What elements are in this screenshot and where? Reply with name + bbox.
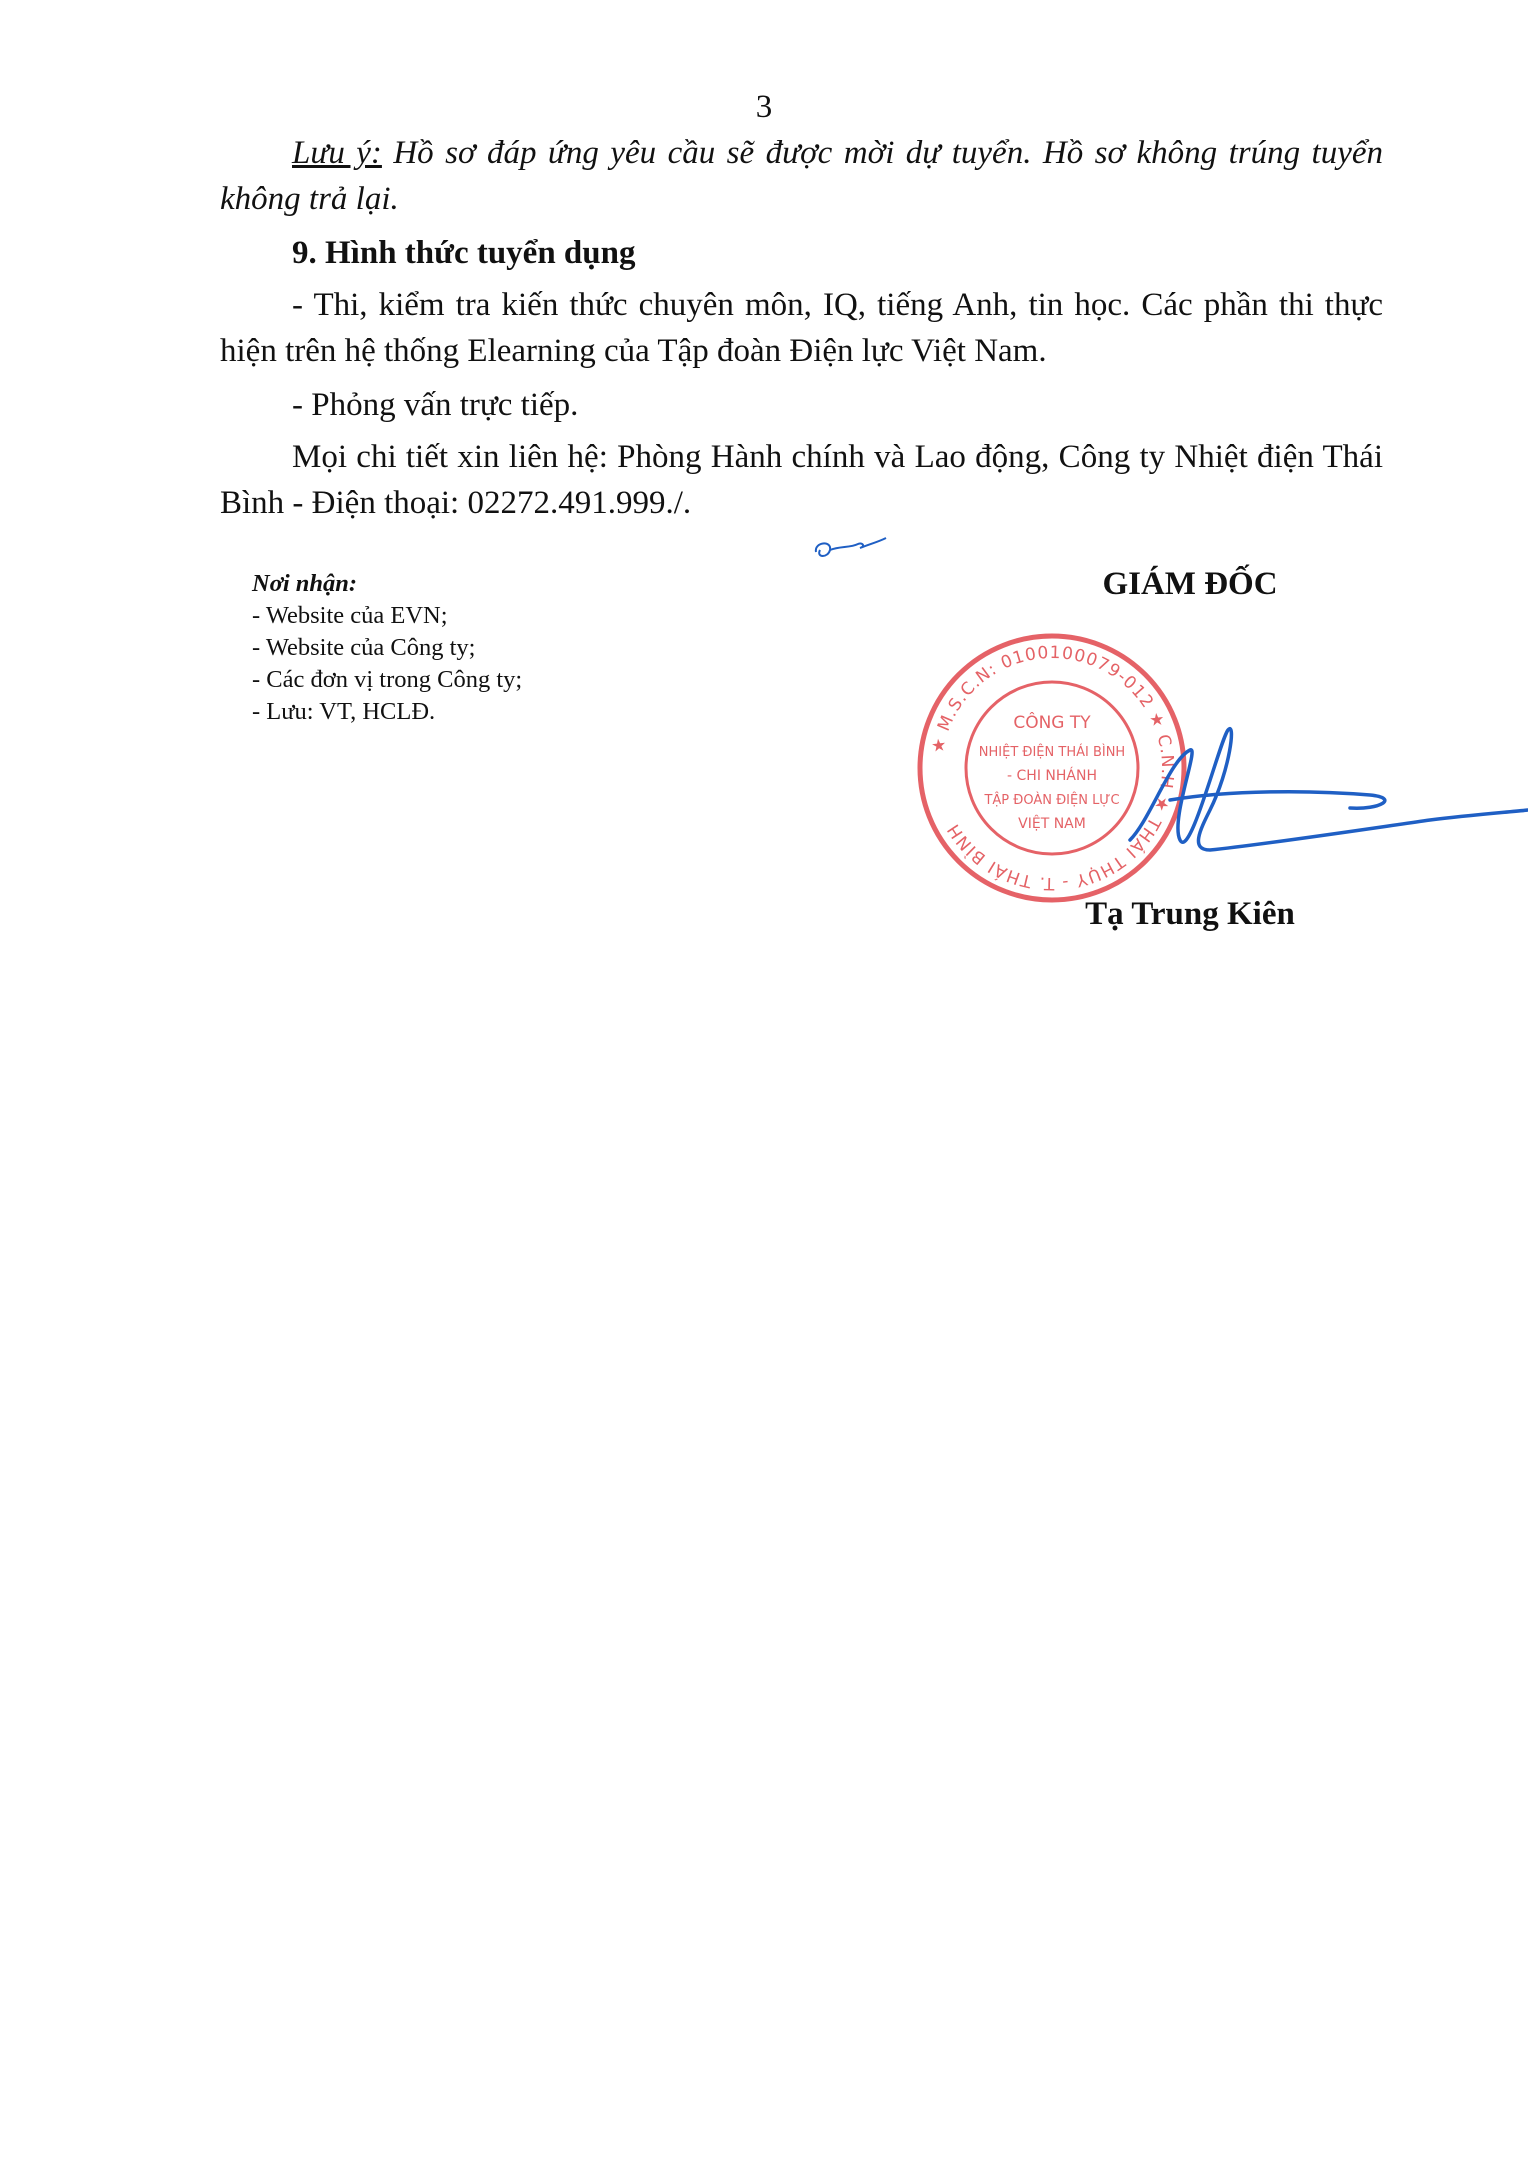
signer-name: Tạ Trung Kiên <box>1085 896 1295 932</box>
contact-text: Mọi chi tiết xin liên hệ: Phòng Hành chính và Lao động, Công ty Nhiệt điện Thái Bình - Điện thoại: 02272.491.999./. <box>220 439 1383 521</box>
recipients-title: Nơi nhận: <box>252 570 358 597</box>
svg-text:- CHI NHÁNH: - CHI NHÁNH <box>1007 768 1097 784</box>
section-heading: 9. Hình thức tuyển dụng <box>292 235 636 271</box>
recipient-item: - Lưu: VT, HCLĐ. <box>252 698 436 725</box>
director-signature <box>1110 700 1528 900</box>
section-item-exam <box>220 282 1383 374</box>
svg-text:★ M.S.C.N: 0100100079-012 ★ C.: ★ M.S.C.N: 0100100079-012 ★ C.N.H ★ THÁI THỤY - T. THÁI BÌNH <box>927 642 1178 894</box>
svg-text:CÔNG TY: CÔNG TY <box>1013 713 1091 733</box>
recipient-item: - Các đơn vị trong Công ty; <box>252 666 523 693</box>
section-item-exam-text: - Thi, kiểm tra kiến thức chuyên môn, IQ, tiếng Anh, tin học. Các phần thi thực hiện trên hệ thống Elearning của Tập đoàn Điện lực Việt Nam. <box>220 287 1383 369</box>
recipients-block <box>252 568 522 728</box>
initials-mark <box>810 528 890 568</box>
director-title: GIÁM ĐỐC <box>1102 566 1278 602</box>
note-label: Lưu ý: <box>292 135 382 171</box>
note-paragraph <box>220 130 1383 222</box>
svg-text:VIỆT NAM: VIỆT NAM <box>1018 816 1086 832</box>
svg-text:NHIỆT ĐIỆN THÁI BÌNH: NHIỆT ĐIỆN THÁI BÌNH <box>978 745 1126 760</box>
contact-paragraph <box>220 434 1383 526</box>
svg-text:TẬP ĐOÀN ĐIỆN LỰC: TẬP ĐOÀN ĐIỆN LỰC <box>984 793 1120 808</box>
section-item-interview: - Phỏng vấn trực tiếp. <box>292 387 579 423</box>
page-number: 3 <box>755 89 773 125</box>
recipient-item: - Website của Công ty; <box>252 634 476 661</box>
recipient-item: - Website của EVN; <box>252 602 448 629</box>
note-text: Hồ sơ đáp ứng yêu cầu sẽ được mời dự tuyển. Hồ sơ không trúng tuyển không trả lại. <box>220 135 1383 217</box>
